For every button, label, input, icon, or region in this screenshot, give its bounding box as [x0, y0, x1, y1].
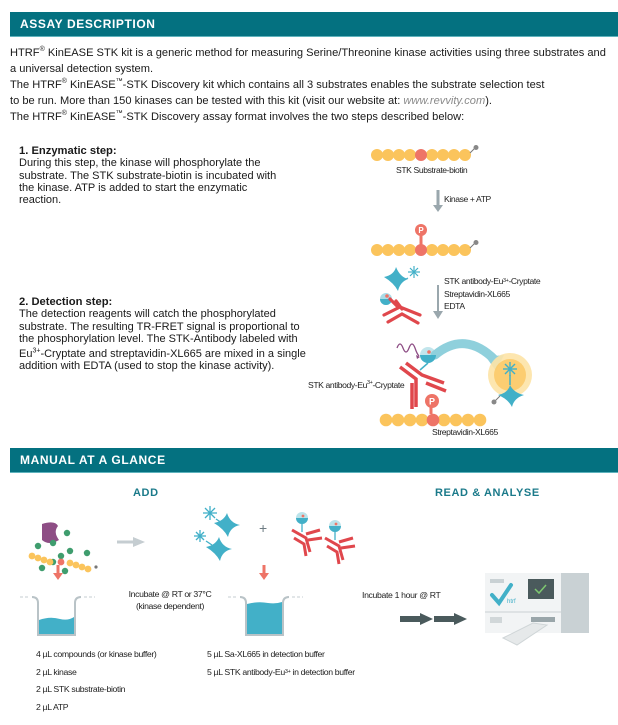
assay-description-header	[10, 12, 618, 37]
antibody-cryptate-reagents-icon	[292, 510, 362, 570]
kinase-atp-label: Kinase + ATP	[444, 194, 491, 204]
svg-text:htrf: htrf	[507, 599, 516, 605]
volume-item: 5 µL STK antibody-$Eu^{3+}$ in detection buffer	[207, 666, 355, 677]
incubate-step-1: Incubate @ RT or 37°C (kinase dependent)	[128, 589, 212, 611]
substrate-label: STK Substrate-biotin	[396, 165, 468, 175]
intro-paragraph-2: The HTRF® KinEASE™-STK Discovery kit which contains all 3 substrates enables the substrate selection test to be run. More than 150 kinases can be tested with this kit (visit our website at: www.revvity.com).	[10, 78, 545, 107]
streptavidin-xl665-reagents-icon	[190, 505, 250, 565]
well-1-icon	[20, 590, 95, 640]
step1-volumes-list	[36, 646, 156, 716]
fret-antibody-label: STK antibody-$Eu^{3+}$-Cryptate	[308, 380, 405, 390]
kinase-icon	[42, 522, 59, 543]
manual-at-a-glance-header	[10, 448, 618, 473]
plus-icon: +	[259, 520, 268, 536]
reader-screen	[528, 579, 554, 599]
htrf-reader-icon	[485, 573, 595, 648]
enzymatic-step-body: During this step, the kinase will phosphorylate the substrate. The STK substrate-biotin is incubated with the kinase. ATP is added to start the enzymatic reaction.	[19, 157, 277, 207]
intro-text	[10, 45, 610, 125]
incubate-step-2: Incubate 1 hour @ RT	[362, 590, 441, 600]
manual-at-a-glance-title: MANUAL AT A GLANCE	[20, 453, 166, 467]
volume-item: 5 µL Sa-XL665 in detection buffer	[207, 649, 325, 659]
fret-streptavidin-label: Streptavidin-XL665	[432, 427, 498, 437]
volume-item: 2 µL ATP	[36, 701, 69, 712]
energy-transfer-arrow	[435, 344, 495, 360]
well-2-icon	[228, 590, 303, 640]
detection-reagents-icon	[376, 265, 436, 330]
biotin-icon	[474, 145, 479, 150]
enzymatic-step-title: 1. Enzymatic step:	[19, 145, 117, 157]
red-down-arrow-icon	[53, 565, 63, 581]
svg-text:P: P	[428, 396, 436, 407]
gray-right-arrow-icon	[117, 537, 145, 547]
intro-paragraph-1: HTRF® KinEASE STK kit is a generic method for measuring Serine/Threonine kinase activities using three substrates and a universal detection system.	[10, 46, 606, 75]
step2-volumes-list	[207, 646, 355, 681]
volume-item: 2 µL STK substrate-biotin	[36, 684, 126, 694]
down-arrow-icon	[433, 190, 443, 214]
read-analyse-heading: READ & ANALYSE	[435, 487, 540, 499]
phosphorylated-substrate	[370, 222, 480, 260]
svg-text:P: P	[418, 226, 424, 235]
phospho-site	[415, 149, 427, 161]
enzymatic-step	[19, 145, 284, 206]
streptavidin-xl665-icon	[384, 267, 408, 291]
website-link[interactable]: www.revvity.com	[403, 95, 486, 107]
fret-phosphate-icon	[425, 394, 439, 408]
substrate-biotin-chain	[370, 145, 480, 165]
double-right-arrow-icon	[400, 613, 470, 625]
detection-reagents-labels: STK antibody-$Eu^{3+}$-Cryptate Streptavidin-XL665 EDTA	[444, 276, 541, 311]
intro-paragraph-3: The HTRF® KinEASE™-STK Discovery assay format involves the two steps described below:	[10, 110, 465, 123]
detection-step-title: 2. Detection step:	[19, 296, 113, 308]
volume-item: 4 µL compounds (or kinase buffer)	[36, 649, 157, 659]
xl665-star-icon	[404, 266, 420, 280]
enzymatic-mix-icon	[25, 518, 105, 583]
fret-substrate-chain	[379, 400, 499, 430]
add-heading: ADD	[133, 487, 159, 499]
assay-description-title: ASSAY DESCRIPTION	[20, 17, 156, 31]
red-down-arrow-2-icon	[259, 565, 269, 581]
volume-item: 2 µL kinase	[36, 666, 77, 677]
down-arrow-2-icon	[433, 285, 443, 320]
excitation-wave-icon	[397, 344, 419, 356]
detection-step	[19, 296, 309, 372]
detection-step-body: The detection reagents will catch the phosphorylated substrate. The resulting TR-FRET signal is proportional to the phosphorylation level. The STK-Antibody labeled with $Eu^{3+}$-Cryptate and streptavidin-XL665 are mixed in a single addition with EDTA (used to stop the kinase activity).	[19, 308, 306, 373]
